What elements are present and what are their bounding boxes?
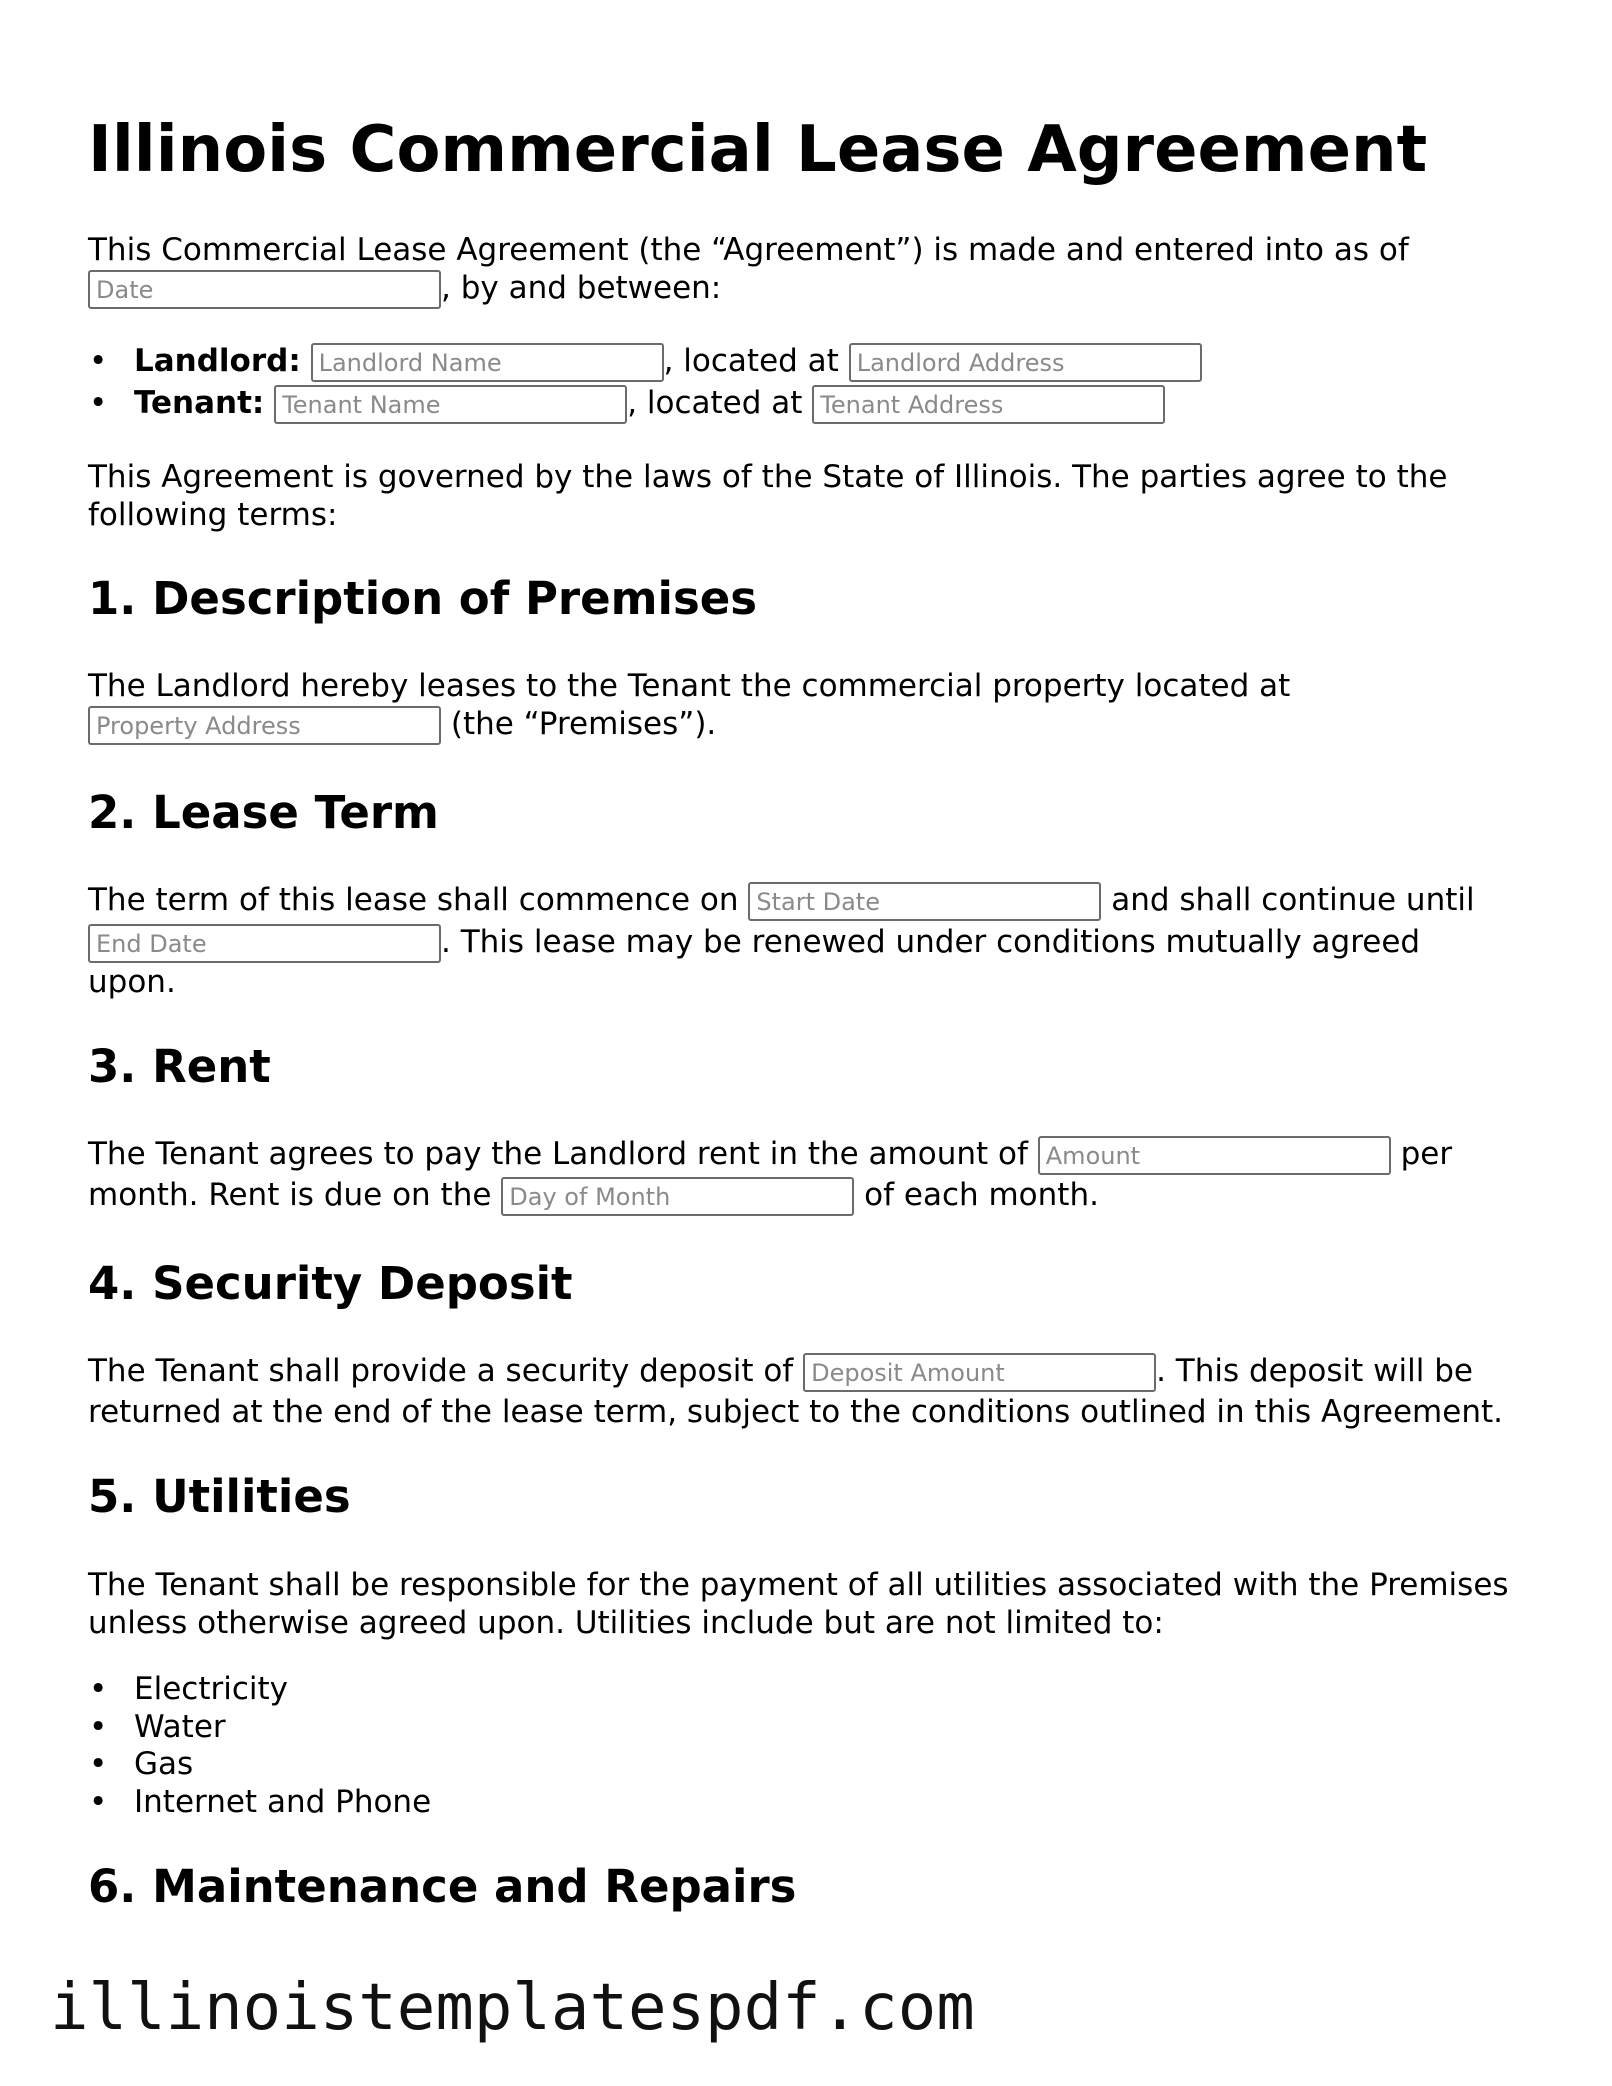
section-deposit-heading: 4. Security Deposit [88,1257,573,1310]
landlord-located-at: , located at [663,343,839,379]
premises-line-2 [88,704,716,745]
intro-line-2 [88,268,721,309]
date-input[interactable] [88,270,441,309]
tenant-address-input[interactable] [812,385,1165,424]
rent-text-after: of each month. [864,1177,1099,1213]
start-date-input[interactable] [748,882,1101,921]
landlord-label: Landlord: [134,343,301,379]
governing-text: This Agreement is governed by the laws of the State of Illinois. The parties agree to the following terms: [88,459,1448,533]
deposit-text-wrap: returned at the end of the lease term, subject to the conditions outlined in this Agreement. [88,1394,1503,1430]
intro-text: This Commercial Lease Agreement (the “Agreement”) is made and entered into as of [88,232,1409,268]
term-line-3 [88,962,176,1002]
term-text-middle: and shall continue until [1111,882,1475,918]
premises-line-1 [88,666,1290,706]
document-title: Illinois Commercial Lease Agreement [88,113,1428,187]
section-term-heading: 2. Lease Term [88,786,439,839]
party-landlord [134,342,1202,382]
section-maintenance-heading: 6. Maintenance and Repairs [88,1860,797,1913]
term-line-1 [88,880,1475,921]
rent-text-month: month. Rent is due on the [88,1177,492,1213]
utility-item: • Electricity [134,1670,288,1708]
section-premises-heading: 1. Description of Premises [88,572,758,625]
deposit-line-2 [88,1392,1503,1432]
premises-text-after: (the “Premises”). [450,706,717,742]
premises-text: The Landlord hereby leases to the Tenant the commercial property located at [88,668,1291,704]
tenant-name-input[interactable] [274,385,627,424]
rent-text-before: The Tenant agrees to pay the Landlord rent in the amount of [88,1136,1028,1172]
term-line-2 [88,922,1420,963]
deposit-line-1 [88,1351,1473,1392]
landlord-name-input[interactable] [311,343,664,382]
party-tenant [134,384,1165,424]
section-rent-heading: 3. Rent [88,1040,271,1093]
footer-watermark: illinoistemplatespdf.com [50,1971,975,2045]
rent-amount-input[interactable] [1038,1136,1391,1175]
deposit-amount-input[interactable] [803,1353,1156,1392]
deposit-text-before: The Tenant shall provide a security deposit of [88,1353,794,1389]
intro-line-1 [88,230,1409,270]
utility-item: • Gas [134,1745,193,1783]
utility-item: • Water [134,1708,226,1746]
property-address-input[interactable] [88,706,441,745]
term-text-after: . This lease may be renewed under conditions mutually agreed [441,924,1421,960]
rent-line-1 [88,1134,1452,1175]
end-date-input[interactable] [88,924,441,963]
term-text-before: The term of this lease shall commence on [88,882,739,918]
utility-item: • Internet and Phone [134,1783,431,1821]
landlord-address-input[interactable] [849,343,1202,382]
section-utilities-heading: 5. Utilities [88,1470,351,1523]
tenant-label: Tenant: [134,385,265,421]
utilities-text: The Tenant shall be responsible for the payment of all utilities associated with the Premises unless otherwise agreed upon. Utilities include but are not limited to: [88,1567,1509,1641]
tenant-located-at: , located at [627,385,803,421]
rent-text-per: per [1400,1136,1453,1172]
rent-day-input[interactable] [501,1177,854,1216]
intro-text-after: , by and between: [441,270,722,306]
rent-line-2 [88,1175,1099,1216]
term-text-wrap: upon. [88,964,176,1000]
deposit-text-after: . This deposit will be [1156,1353,1473,1389]
